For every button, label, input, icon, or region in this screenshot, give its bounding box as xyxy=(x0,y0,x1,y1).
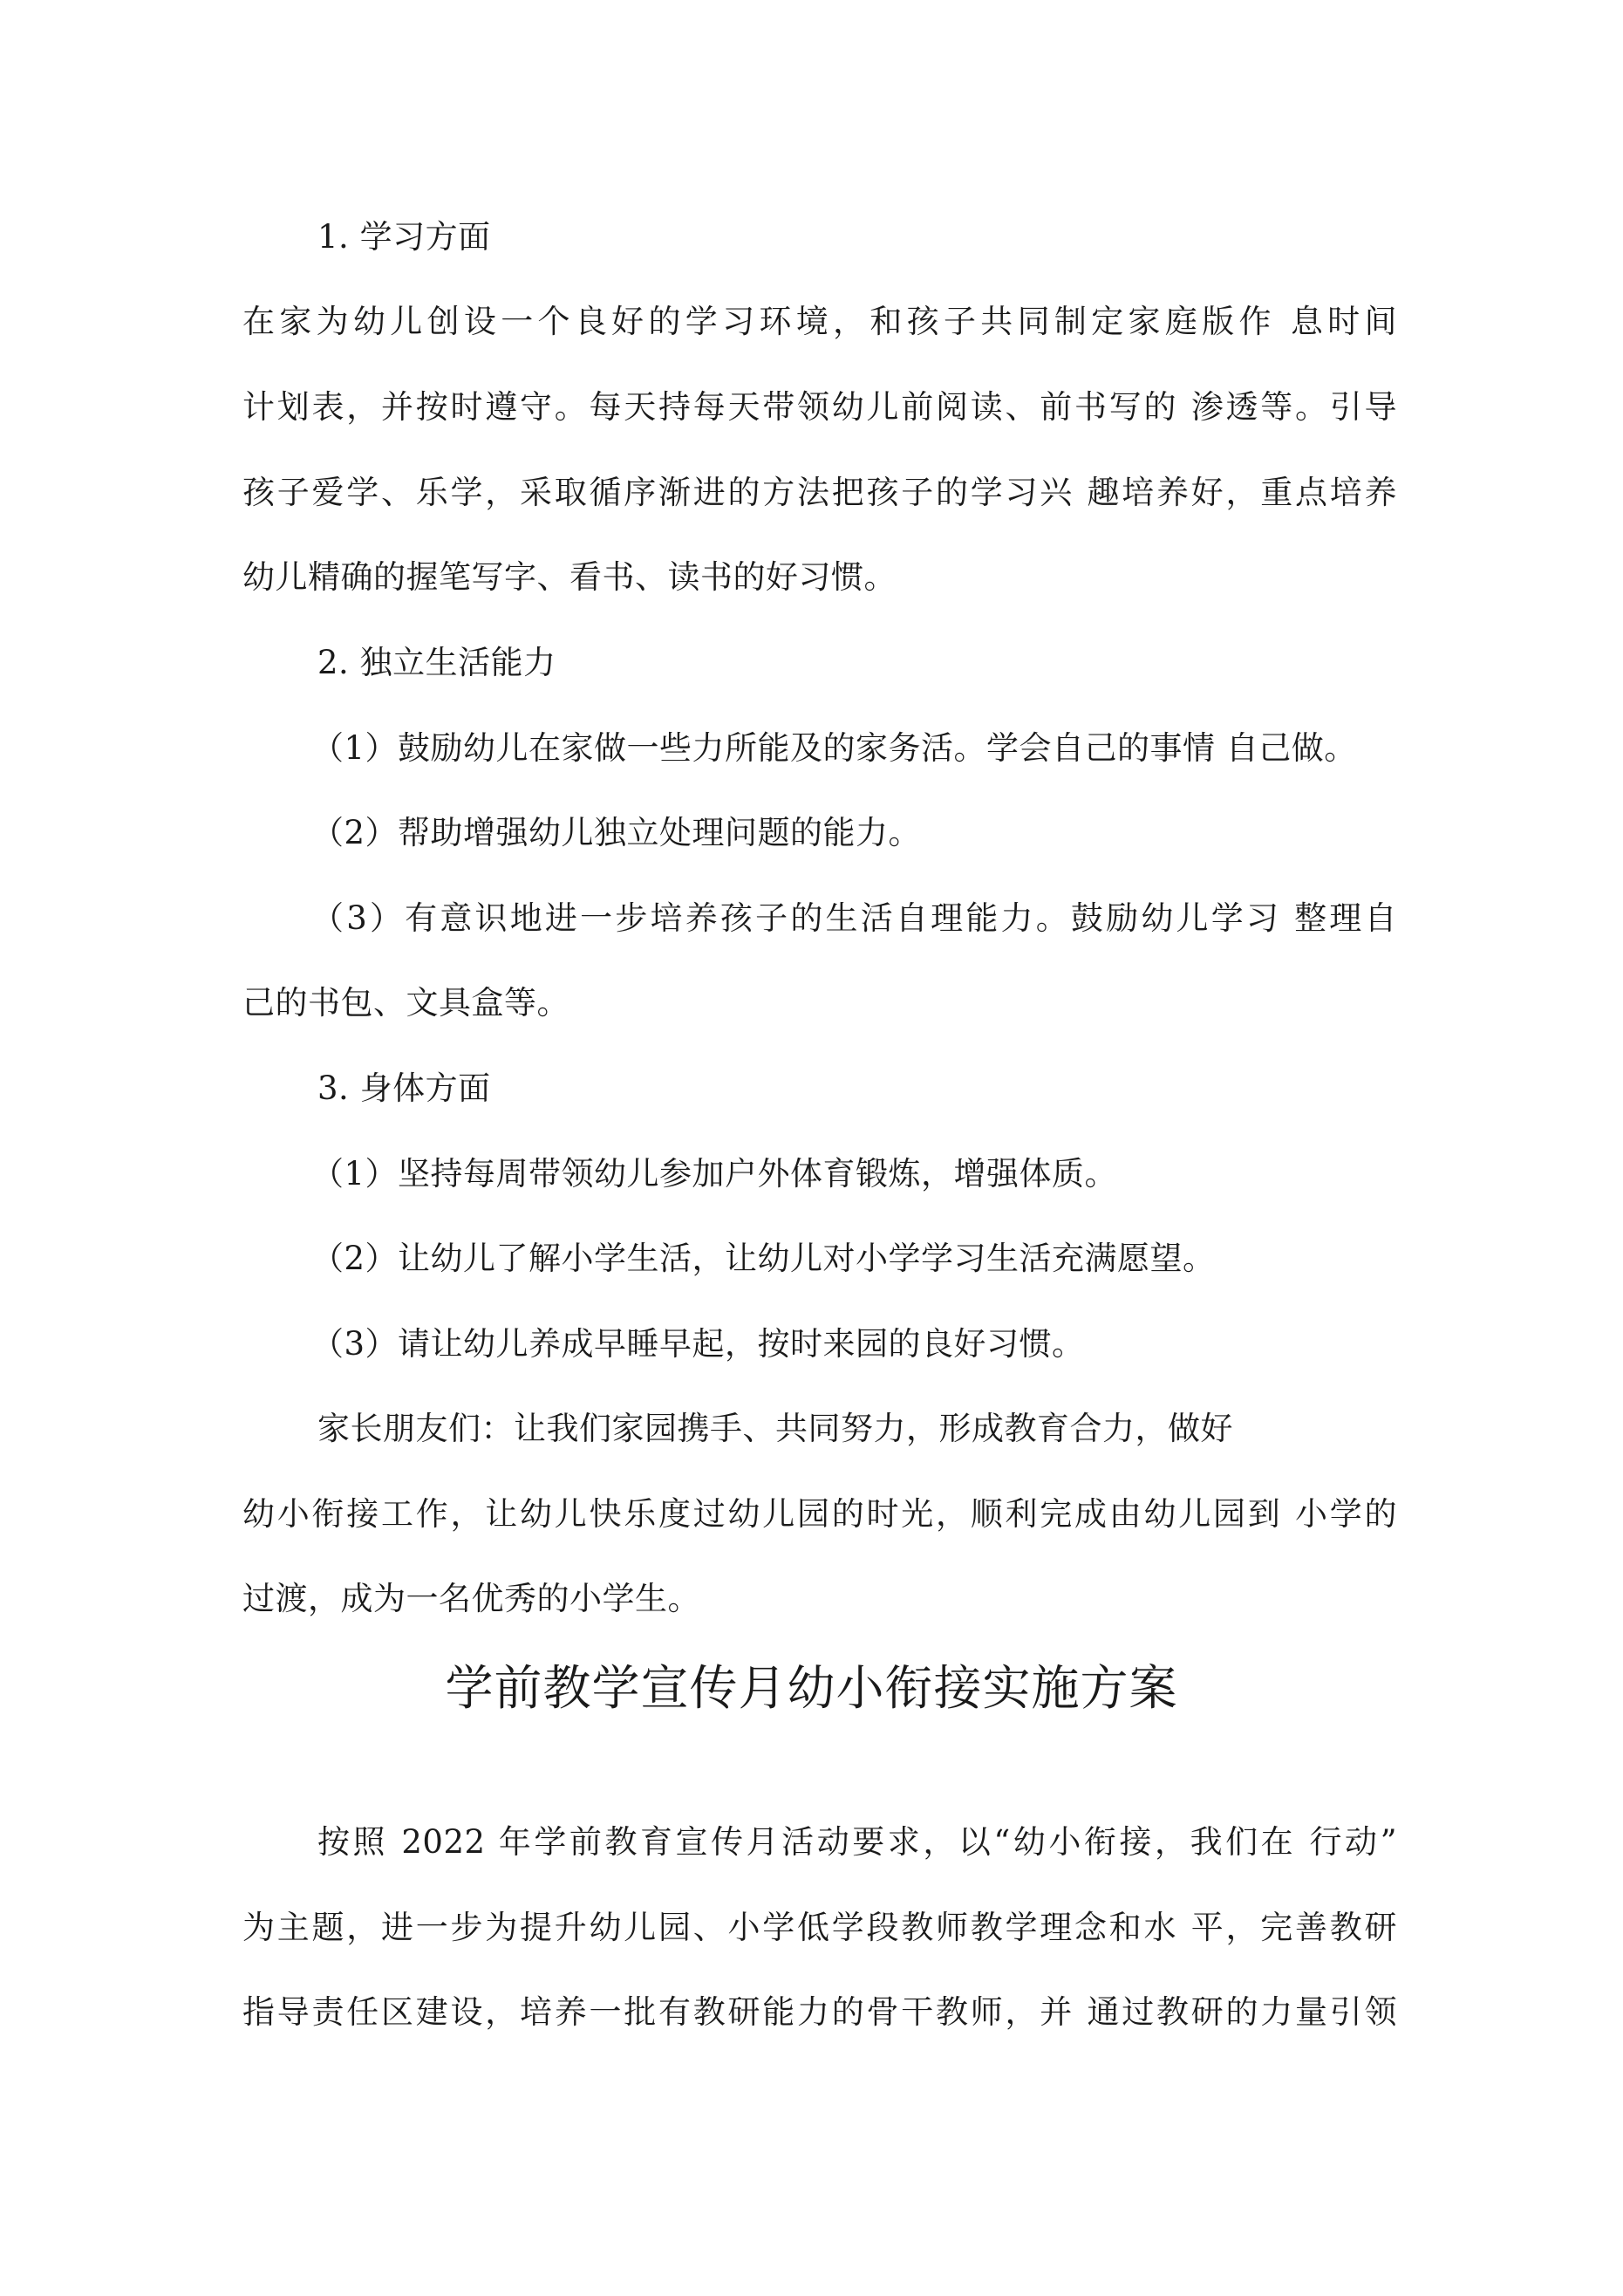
paragraph-line: 孩子爱学、乐学，采取循序渐进的方法把孩子的学习兴 趣培养好，重点培养 xyxy=(242,474,1397,511)
paragraph-line: 计划表，并按时遵守。每天持每天带领幼儿前阅读、前书写的 渗透等。引导 xyxy=(242,388,1397,426)
list-item: （3）请让幼儿养成早睡早起，按时来园的良好习惯。 xyxy=(311,1325,1085,1363)
list-item: （1）鼓励幼儿在家做一些力所能及的家务活。学会自己的事情 自己做。 xyxy=(311,729,1357,767)
list-item-continued: 己的书包、文具盒等。 xyxy=(242,984,569,1022)
paragraph-line: 幼儿精确的握笔写字、看书、读书的好习惯。 xyxy=(242,558,897,596)
list-item: （3）有意识地进一步培养孩子的生活自理能力。鼓励幼儿学习 整理自 xyxy=(311,899,1397,937)
section-heading-study: 1. 学习方面 xyxy=(317,218,491,256)
intro-line: 按照 2022 年学前教育宣传月活动要求，以“幼小衔接，我们在 行动” xyxy=(317,1823,1397,1861)
closing-line: 家长朋友们：让我们家园携手、共同努力，形成教育合力，做好 xyxy=(317,1410,1233,1447)
closing-line: 幼小衔接工作，让幼儿快乐度过幼儿园的时光，顺利完成由幼儿园到 小学的 xyxy=(242,1495,1397,1533)
paragraph-line: 在家为幼儿创设一个良好的学习环境，和孩子共同制定家庭版作 息时间 xyxy=(242,303,1397,340)
section-heading-physical: 3. 身体方面 xyxy=(317,1069,491,1107)
closing-line: 过渡，成为一名优秀的小学生。 xyxy=(242,1580,700,1617)
intro-line: 指导责任区建设，培养一批有教研能力的骨干教师，并 通过教研的力量引领 xyxy=(242,1993,1397,2031)
list-item: （2）让幼儿了解小学生活，让幼儿对小学学习生活充满愿望。 xyxy=(311,1240,1216,1277)
list-item: （1）坚持每周带领幼儿参加户外体育锻炼，增强体质。 xyxy=(311,1155,1118,1192)
intro-line: 为主题，进一步为提升幼儿园、小学低学段教师教学理念和水 平，完善教研 xyxy=(242,1909,1397,1946)
section-heading-independence: 2. 独立生活能力 xyxy=(317,644,556,681)
list-item: （2）帮助增强幼儿独立处理问题的能力。 xyxy=(311,814,922,851)
document-title: 学前教学宣传月幼小衔接实施方案 xyxy=(445,1660,1178,1716)
